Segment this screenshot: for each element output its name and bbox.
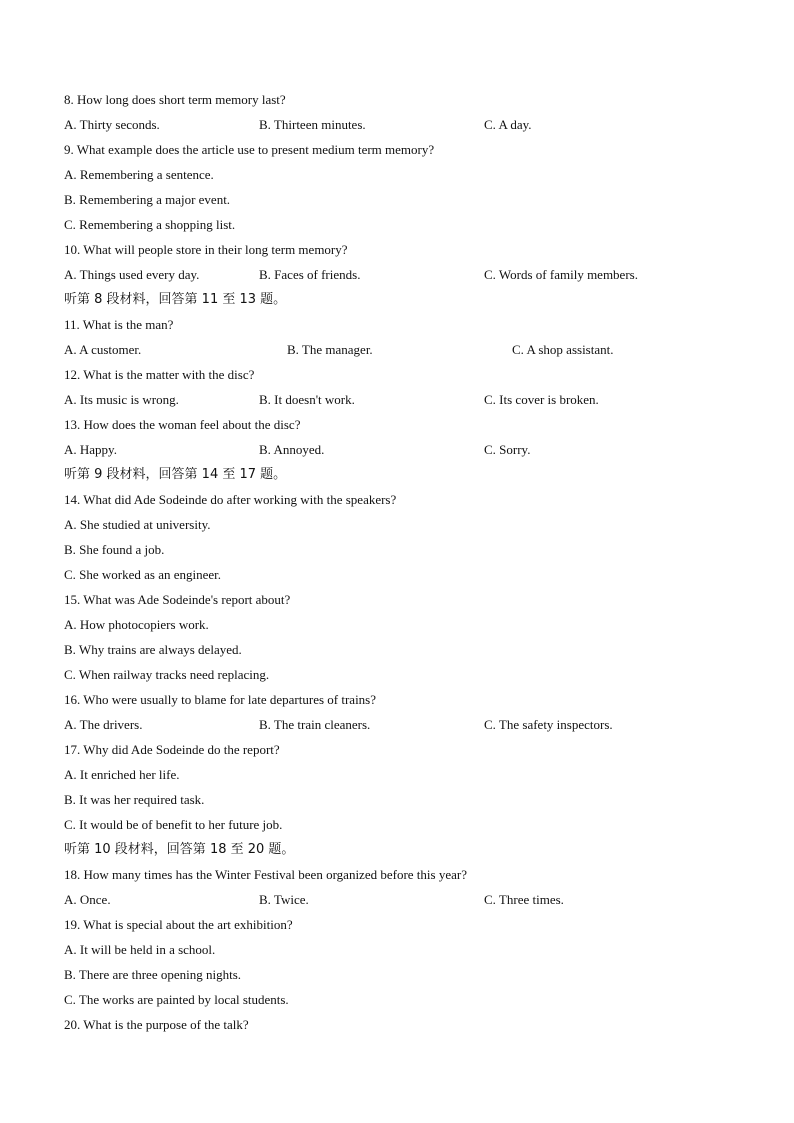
question-10: 10. What will people store in their long term memory? [64,242,348,257]
question-8: 8. How long does short term memory last? [64,92,286,107]
question-12: 12. What is the matter with the disc? [64,367,255,382]
option-c: C. The safety inspectors. [484,717,613,732]
option-a: A. Its music is wrong. [64,392,179,407]
option-c: C. When railway tracks need replacing. [64,667,270,682]
question-13: 13. How does the woman feel about the disc? [64,417,301,432]
question-18: 18. How many times has the Winter Festival been organized before this year? [64,867,467,882]
option-c: C. The works are painted by local students. [64,992,289,1007]
question-17: 17. Why did Ade Sodeinde do the report? [64,742,280,757]
option-b: B. Thirteen minutes. [259,117,366,132]
option-a: A. Things used every day. [64,267,200,282]
question-20: 20. What is the purpose of the talk? [64,1017,249,1032]
option-b: B. It was her required task. [64,792,205,807]
option-a: A. She studied at university. [64,517,211,532]
option-a: A. Happy. [64,442,117,457]
options-16 [64,712,744,737]
options-11 [64,337,744,362]
section-heading-10: 听第 10 段材料，回答第 18 至 20 题。 [64,842,295,857]
option-a: A. It will be held in a school. [64,942,216,957]
option-c: C. Sorry. [484,442,531,457]
question-19: 19. What is special about the art exhibition? [64,917,293,932]
section-heading-8: 听第 8 段材料，回答第 11 至 13 题。 [64,292,287,307]
option-c: C. Words of family members. [484,267,638,282]
option-c: C. Its cover is broken. [484,392,599,407]
option-a: A. It enriched her life. [64,767,180,782]
option-b: B. There are three opening nights. [64,967,242,982]
option-a: A. How photocopiers work. [64,617,209,632]
option-b: B. The train cleaners. [259,717,371,732]
option-a: A. Once. [64,892,111,907]
options-13 [64,437,744,462]
options-10 [64,262,744,287]
option-a: A. The drivers. [64,717,143,732]
question-9: 9. What example does the article use to present medium term memory? [64,142,435,157]
question-15: 15. What was Ade Sodeinde's report about? [64,592,291,607]
option-b: B. Faces of friends. [259,267,361,282]
question-16: 16. Who were usually to blame for late departures of trains? [64,692,377,707]
question-11: 11. What is the man? [64,317,174,332]
option-b: B. It doesn't work. [259,392,355,407]
option-c: C. It would be of benefit to her future job. [64,817,283,832]
section-heading-9: 听第 9 段材料，回答第 14 至 17 题。 [64,467,287,482]
options-12 [64,387,744,412]
options-18 [64,887,744,912]
option-b: B. Annoyed. [259,442,325,457]
option-c: C. Three times. [484,892,564,907]
option-b: B. Twice. [259,892,309,907]
option-c: C. She worked as an engineer. [64,567,222,582]
option-c: C. A day. [484,117,532,132]
option-a: A. Thirty seconds. [64,117,160,132]
option-b: B. The manager. [287,342,373,357]
option-b: B. She found a job. [64,542,165,557]
question-14: 14. What did Ade Sodeinde do after working with the speakers? [64,492,397,507]
option-c: C. Remembering a shopping list. [64,217,236,232]
option-b: B. Why trains are always delayed. [64,642,242,657]
option-a: A. Remembering a sentence. [64,167,214,182]
option-a: A. A customer. [64,342,142,357]
options-8 [64,112,744,137]
option-c: C. A shop assistant. [512,342,614,357]
exam-page [64,87,744,1037]
option-b: B. Remembering a major event. [64,192,231,207]
